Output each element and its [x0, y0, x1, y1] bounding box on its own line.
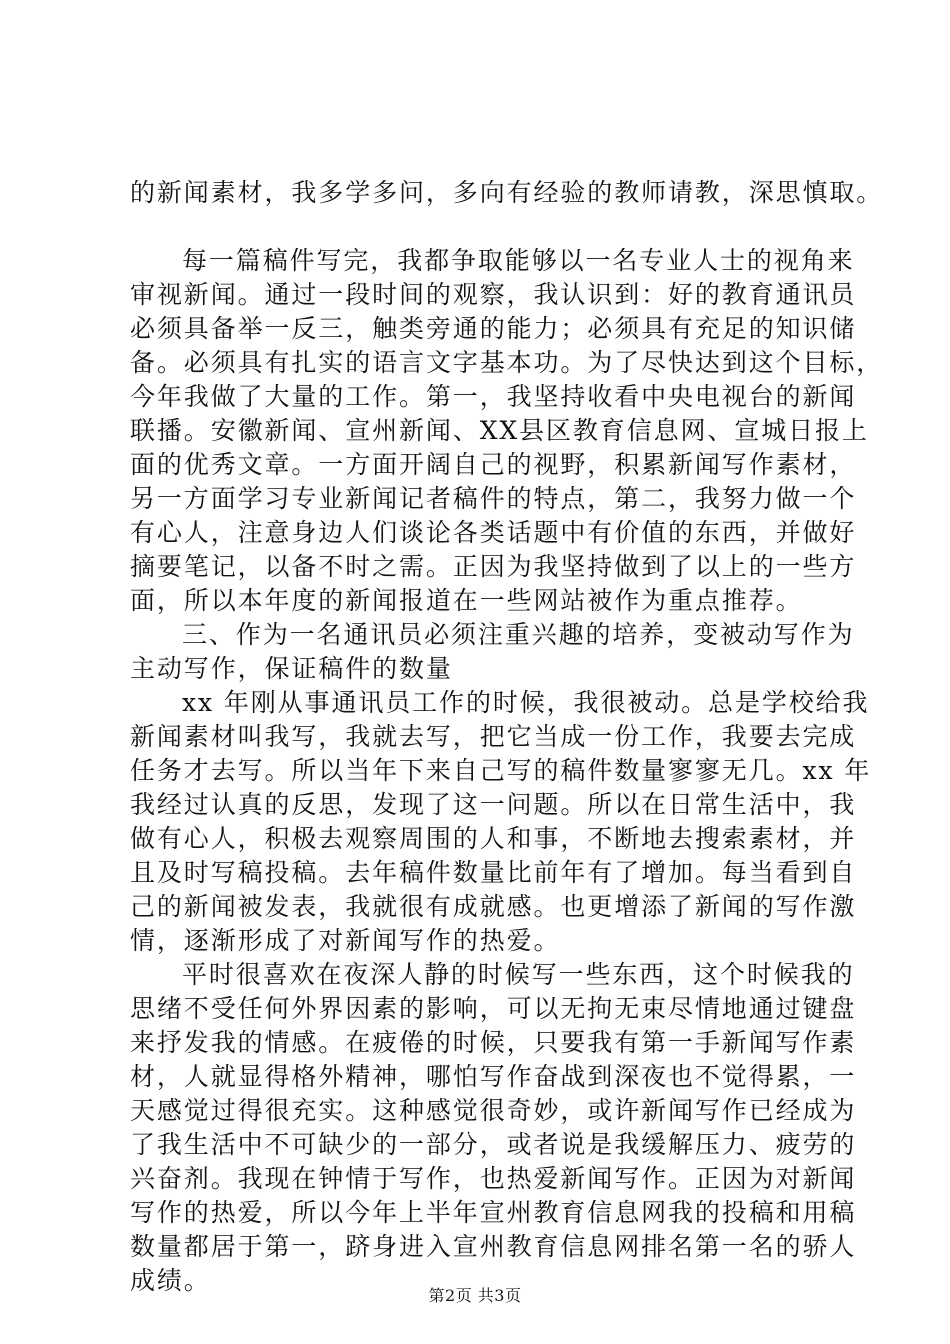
text-line: 任务才去写。所以当年下来自己写的稿件数量寥寥无几。xx 年	[130, 756, 872, 785]
text-line: 今年我做了大量的工作。第一，我坚持收看中央电视台的新闻	[130, 382, 857, 411]
text-line: 另一方面学习专业新闻记者稿件的特点，第二，我努力做一个	[130, 484, 857, 513]
section-heading-line: 三、作为一名通讯员必须注重兴趣的培养，变被动写作为	[182, 620, 855, 649]
text-line: 审视新闻。通过一段时间的观察，我认识到：好的教育通讯员	[130, 280, 857, 309]
text-line: 天感觉过得很充实。这种感觉很奇妙，或许新闻写作已经成为	[130, 1096, 857, 1125]
text-line: 材，人就显得格外精神，哪怕写作奋战到深夜也不觉得累，一	[130, 1062, 857, 1091]
text-line: 了我生活中不可缺少的一部分，或者说是我缓解压力、疲劳的	[130, 1130, 857, 1159]
paragraph-start-line: 每一篇稿件写完，我都争取能够以一名专业人士的视角来	[182, 246, 855, 275]
text-line: 联播。安徽新闻、宣州新闻、XX县区教育信息网、宣城日报上	[130, 416, 869, 445]
text-line: 的新闻素材，我多学多问，多向有经验的教师请教，深思慎取。	[130, 178, 884, 207]
text-line: 兴奋剂。我现在钟情于写作，也热爱新闻写作。正因为对新闻	[130, 1164, 857, 1193]
text-line: 有心人，注意身边人们谈论各类话题中有价值的东西，并做好	[130, 518, 857, 547]
text-line: 做有心人，积极去观察周围的人和事，不断地去搜索素材，并	[130, 824, 857, 853]
text-line: 情，逐渐形成了对新闻写作的热爱。	[130, 926, 561, 955]
blank-line	[130, 210, 850, 244]
text-line: 己的新闻被发表，我就很有成就感。也更增添了新闻的写作激	[130, 892, 857, 921]
page-number-footer: 第2页 共3页	[428, 1286, 522, 1305]
section-heading-line: 主动写作，保证稿件的数量	[130, 654, 453, 683]
text-line: 必须具备举一反三，触类旁通的能力；必须具有充足的知识储	[130, 314, 857, 343]
text-line: 且及时写稿投稿。去年稿件数量比前年有了增加。每当看到自	[130, 858, 857, 887]
text-line: 面，所以本年度的新闻报道在一些网站被作为重点推荐。	[130, 586, 803, 615]
text-line: 来抒发我的情感。在疲倦的时候，只要我有第一手新闻写作素	[130, 1028, 857, 1057]
text-line: 我经过认真的反思，发现了这一问题。所以在日常生活中，我	[130, 790, 857, 819]
text-line: 摘要笔记，以备不时之需。正因为我坚持做到了以上的一些方	[130, 552, 857, 581]
document-body	[130, 176, 884, 1298]
text-line: 思绪不受任何外界因素的影响，可以无拘无束尽情地通过键盘	[130, 994, 857, 1023]
text-line: 面的优秀文章。一方面开阔自己的视野，积累新闻写作素材，	[130, 450, 857, 479]
text-line: 成绩。	[130, 1266, 211, 1295]
text-line: 新闻素材叫我写，我就去写，把它当成一份工作，我要去完成	[130, 722, 857, 751]
paragraph-start-line: xx 年刚从事通讯员工作的时候，我很被动。总是学校给我	[182, 688, 870, 717]
text-line: 数量都居于第一，跻身进入宣州教育信息网排名第一名的骄人	[130, 1232, 857, 1261]
text-line: 备。必须具有扎实的语言文字基本功。为了尽快达到这个目标，	[130, 348, 884, 377]
text-line: 写作的热爱，所以今年上半年宣州教育信息网我的投稿和用稿	[130, 1198, 857, 1227]
paragraph-start-line: 平时很喜欢在夜深人静的时候写一些东西，这个时候我的	[182, 960, 855, 989]
